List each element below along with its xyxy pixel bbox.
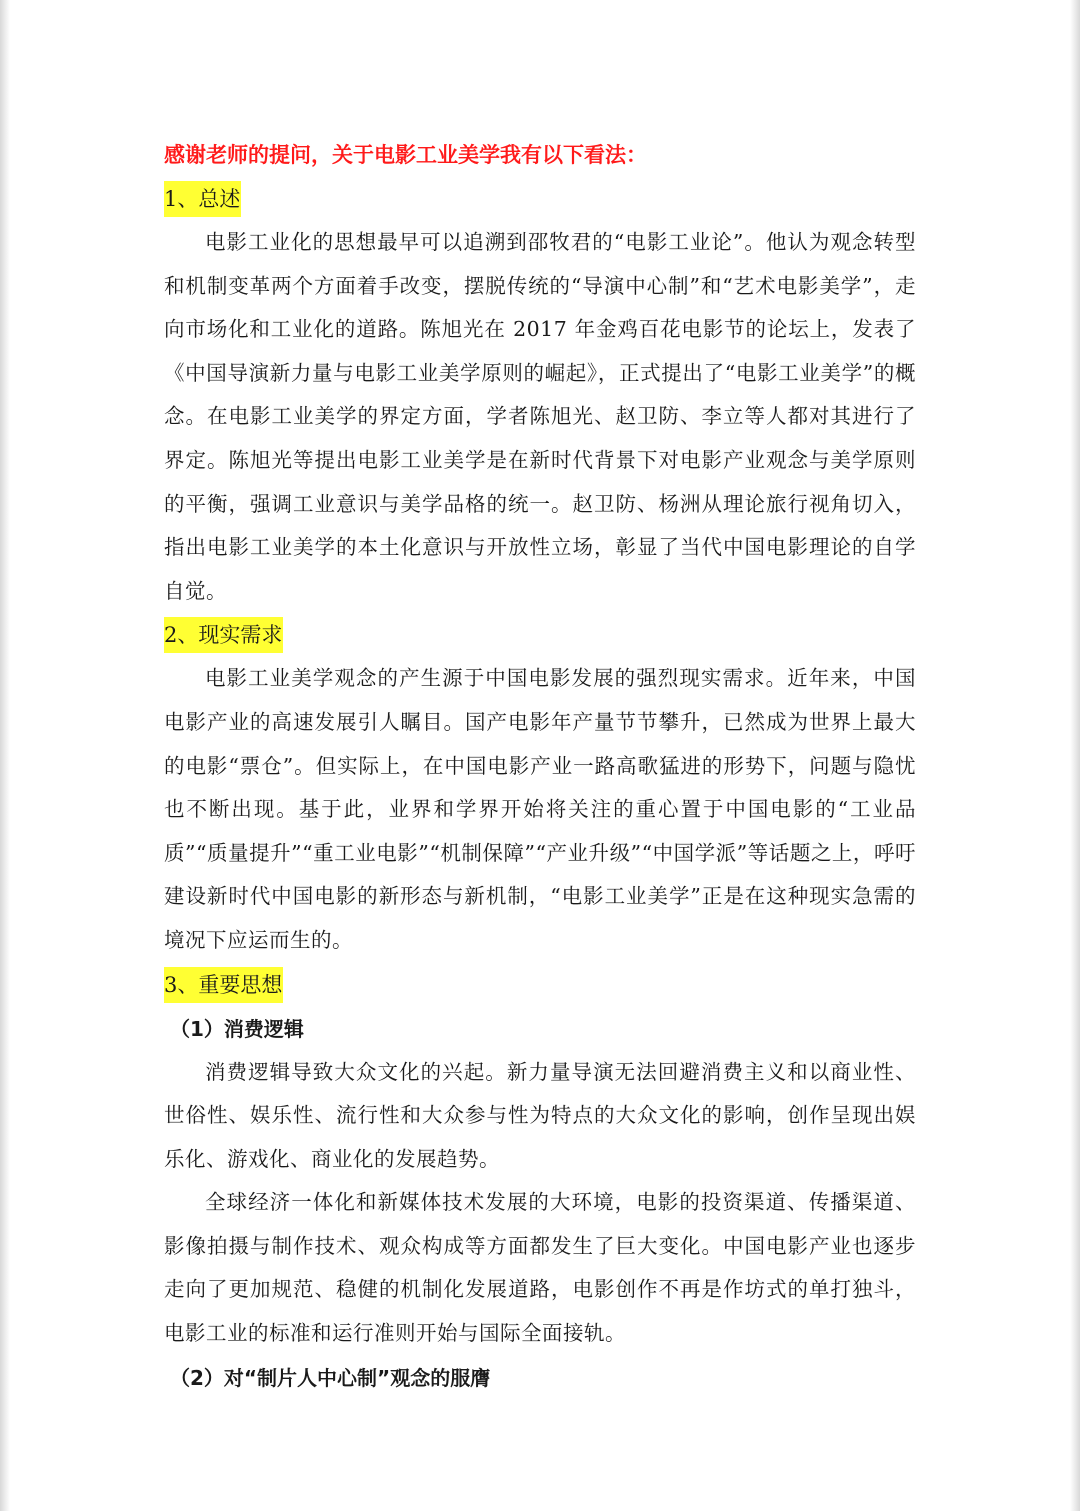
highlighted-heading-text: 2、现实需求 [164,617,283,653]
section-heading-ideas [164,963,916,1007]
subheading-consumption-logic: （1）消费逻辑 [170,1016,304,1041]
intro-line: 感谢老师的提问，关于电影工业美学我有以下看法： [164,143,647,167]
subheading-producer-center: （2）对“制片人中心制”观念的服膺 [170,1365,491,1390]
paragraph-consumption-2: 全球经济一体化和新媒体技术发展的大环境，电影的投资渠道、传播渠道、影像拍摄与制作技术、观众构成等方面都发生了巨大变化。中国电影产业也逐步走向了更加规范、稳健的机制化发展道路，电影创作不再是作坊式的单打独斗，电影工业的标准和运行准则开始与国际全面接轨。 [164,1190,916,1346]
paragraph-overview: 电影工业化的思想最早可以追溯到邵牧君的“电影工业论”。他认为观念转型和机制变革两个方面着手改变，摆脱传统的“导演中心制”和“艺术电影美学”，走向市场化和工业化的道路。陈旭光在 2017 年金鸡百花电影节的论坛上，发表了《中国导演新力量与电影工业美学原则的崛起》，正式提出了“电影工业美学”的概念。在电影工业美学的界定方面，学者陈旭光、赵卫防、李立等人都对其进行了界定。陈旭光等提出电影工业美学是在新时代背景下对电影产业观念与美学原则的平衡，强调工业意识与美学品格的统一。赵卫防、杨洲从理论旅行视角切入，指出电影工业美学的本土化意识与开放性立场，彰显了当代中国电影理论的自学自觉。 [164,230,916,603]
section-heading-demand [164,613,916,657]
paragraph-demand: 电影工业美学观念的产生源于中国电影发展的强烈现实需求。近年来，中国电影产业的高速发展引人瞩目。国产电影年产量节节攀升，已然成为世界上最大的电影“票仓”。但实际上，在中国电影产业一路高歌猛进的形势下，问题与隐忧也不断出现。基于此，业界和学界开始将关注的重心置于中国电影的“工业品质”“质量提升”“重工业电影”“机制保障”“产业升级”“中国学派”等话题之上，呼吁建设新时代中国电影的新形态与新机制，“电影工业美学”正是在这种现实急需的境况下应运而生的。 [164,666,916,952]
paragraph-consumption-1: 消费逻辑导致大众文化的兴起。新力量导演无法回避消费主义和以商业性、世俗性、娱乐性、流行性和大众参与性为特点的大众文化的影响，创作呈现出娱乐化、游戏化、商业化的发展趋势。 [164,1059,916,1171]
page-edge-left [0,0,10,1511]
highlighted-heading-text: 1、总述 [164,181,241,217]
document-body [164,133,916,1400]
highlighted-heading-text: 3、重要思想 [164,967,283,1003]
page-edge-right [1070,0,1080,1511]
section-heading-overview [164,177,916,221]
